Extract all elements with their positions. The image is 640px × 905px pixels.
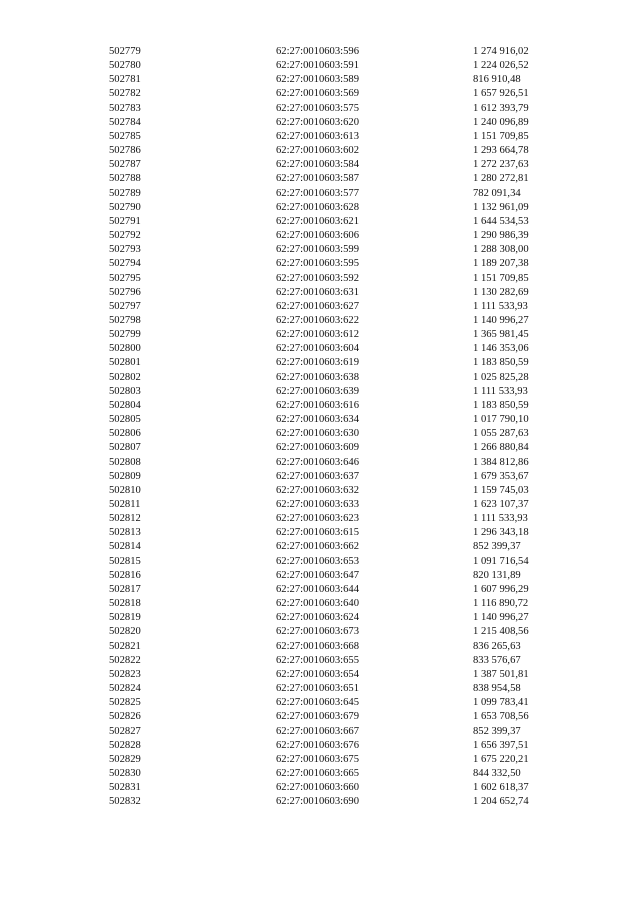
table-row <box>109 73 563 87</box>
cadastral-value-cell: 1 657 926,51 <box>473 88 529 100</box>
cadastral-number-cell: 62:27:0010603:575 <box>276 102 359 114</box>
table-row <box>109 781 563 795</box>
cadastral-number-cell: 62:27:0010603:632 <box>276 484 359 496</box>
cadastral-number-cell: 62:27:0010603:653 <box>276 555 359 567</box>
row-number-cell: 502787 <box>109 159 141 171</box>
table-row <box>109 696 563 710</box>
table-row <box>109 257 563 271</box>
table-row <box>109 470 563 484</box>
table-row <box>109 654 563 668</box>
cadastral-number-cell: 62:27:0010603:647 <box>276 569 359 581</box>
row-number-cell: 502815 <box>109 555 141 567</box>
table-row <box>109 314 563 328</box>
cadastral-value-cell: 1 130 282,69 <box>473 286 529 298</box>
cadastral-value-cell: 1 653 708,56 <box>473 711 529 723</box>
row-number-cell: 502831 <box>109 782 141 794</box>
table-row <box>109 725 563 739</box>
table-row <box>109 739 563 753</box>
row-number-cell: 502784 <box>109 116 141 128</box>
cadastral-value-cell: 1 151 709,85 <box>473 272 529 284</box>
row-number-cell: 502820 <box>109 626 141 638</box>
cadastral-value-cell: 1 280 272,81 <box>473 173 529 185</box>
row-number-cell: 502806 <box>109 428 141 440</box>
table-row <box>109 342 563 356</box>
cadastral-value-cell: 838 954,58 <box>473 683 521 695</box>
table-row <box>109 710 563 724</box>
table-row <box>109 201 563 215</box>
cadastral-number-cell: 62:27:0010603:668 <box>276 640 359 652</box>
row-number-cell: 502813 <box>109 527 141 539</box>
row-number-cell: 502810 <box>109 484 141 496</box>
cadastral-number-cell: 62:27:0010603:630 <box>276 428 359 440</box>
table-row <box>109 498 563 512</box>
cadastral-value-cell: 1 274 916,02 <box>473 46 529 57</box>
cadastral-number-cell: 62:27:0010603:602 <box>276 145 359 157</box>
cadastral-value-cell: 1 272 237,63 <box>473 159 529 171</box>
cadastral-value-cell: 1 612 393,79 <box>473 102 529 114</box>
cadastral-value-cell: 820 131,89 <box>473 569 521 581</box>
cadastral-number-cell: 62:27:0010603:627 <box>276 300 359 312</box>
row-number-cell: 502829 <box>109 753 141 765</box>
cadastral-number-cell: 62:27:0010603:606 <box>276 230 359 242</box>
cadastral-number-cell: 62:27:0010603:615 <box>276 527 359 539</box>
cadastral-value-cell: 1 183 850,59 <box>473 399 529 411</box>
row-number-cell: 502793 <box>109 244 141 256</box>
cadastral-number-cell: 62:27:0010603:596 <box>276 46 359 57</box>
row-number-cell: 502814 <box>109 541 141 553</box>
row-number-cell: 502809 <box>109 470 141 482</box>
table-row <box>109 215 563 229</box>
cadastral-value-cell: 844 332,50 <box>473 767 521 779</box>
table-row <box>109 753 563 767</box>
cadastral-number-cell: 62:27:0010603:638 <box>276 371 359 383</box>
row-number-cell: 502783 <box>109 102 141 114</box>
row-number-cell: 502800 <box>109 343 141 355</box>
table-row <box>109 45 563 59</box>
table-row <box>109 187 563 201</box>
table-row <box>109 625 563 639</box>
cadastral-number-cell: 62:27:0010603:675 <box>276 753 359 765</box>
row-number-cell: 502795 <box>109 272 141 284</box>
table-row <box>109 87 563 101</box>
cadastral-value-cell: 1 296 343,18 <box>473 527 529 539</box>
cadastral-value-cell: 1 384 812,86 <box>473 456 529 468</box>
row-number-cell: 502817 <box>109 583 141 595</box>
cadastral-number-cell: 62:27:0010603:679 <box>276 711 359 723</box>
row-number-cell: 502785 <box>109 130 141 142</box>
cadastral-number-cell: 62:27:0010603:673 <box>276 626 359 638</box>
cadastral-number-cell: 62:27:0010603:662 <box>276 541 359 553</box>
cadastral-number-cell: 62:27:0010603:634 <box>276 414 359 426</box>
cadastral-value-cell: 1 224 026,52 <box>473 60 529 72</box>
table-row <box>109 116 563 130</box>
table-row <box>109 555 563 569</box>
table-row <box>109 243 563 257</box>
row-number-cell: 502821 <box>109 640 141 652</box>
cadastral-value-cell: 1 387 501,81 <box>473 668 529 680</box>
table-row <box>109 611 563 625</box>
cadastral-value-cell: 1 623 107,37 <box>473 499 529 510</box>
cadastral-value-cell: 1 189 207,38 <box>473 258 529 270</box>
row-number-cell: 502822 <box>109 654 141 666</box>
cadastral-value-cell: 1 116 890,72 <box>473 598 529 610</box>
cadastral-value-cell: 1 146 353,06 <box>473 343 529 355</box>
cadastral-value-cell: 1 656 397,51 <box>473 739 529 751</box>
row-number-cell: 502830 <box>109 767 141 779</box>
row-number-cell: 502782 <box>109 88 141 100</box>
cadastral-number-cell: 62:27:0010603:577 <box>276 187 359 199</box>
row-number-cell: 502805 <box>109 414 141 426</box>
cadastral-value-cell: 1 204 652,74 <box>473 796 529 808</box>
cadastral-value-cell: 1 607 996,29 <box>473 583 529 595</box>
cadastral-number-cell: 62:27:0010603:591 <box>276 60 359 72</box>
row-number-cell: 502786 <box>109 145 141 157</box>
cadastral-value-cell: 1 025 825,28 <box>473 371 529 383</box>
cadastral-value-cell: 1 091 716,54 <box>473 555 529 567</box>
cadastral-value-cell: 1 151 709,85 <box>473 130 529 142</box>
cadastral-value-cell: 833 576,67 <box>473 654 521 666</box>
cadastral-number-cell: 62:27:0010603:599 <box>276 244 359 256</box>
table-row <box>109 371 563 385</box>
table-row <box>109 526 563 540</box>
cadastral-number-cell: 62:27:0010603:613 <box>276 130 359 142</box>
row-number-cell: 502796 <box>109 286 141 298</box>
cadastral-value-cell: 1 240 096,89 <box>473 116 529 128</box>
cadastral-value-cell: 1 293 664,78 <box>473 145 529 157</box>
cadastral-value-cell: 1 290 986,39 <box>473 230 529 242</box>
table-row <box>109 512 563 526</box>
table-body <box>109 45 563 809</box>
row-number-cell: 502791 <box>109 215 141 227</box>
table-row <box>109 767 563 781</box>
cadastral-value-cell: 1 679 353,67 <box>473 470 529 482</box>
cadastral-value-cell: 1 288 308,00 <box>473 244 529 256</box>
row-number-cell: 502803 <box>109 385 141 397</box>
row-number-cell: 502832 <box>109 796 141 808</box>
cadastral-value-cell: 782 091,34 <box>473 187 521 199</box>
row-number-cell: 502812 <box>109 513 141 525</box>
row-number-cell: 502827 <box>109 725 141 737</box>
table-row <box>109 682 563 696</box>
cadastral-value-cell: 1 111 533,93 <box>473 385 528 397</box>
row-number-cell: 502811 <box>109 499 141 510</box>
cadastral-number-cell: 62:27:0010603:622 <box>276 314 359 326</box>
cadastral-number-cell: 62:27:0010603:624 <box>276 612 359 624</box>
table-row <box>109 441 563 455</box>
cadastral-number-cell: 62:27:0010603:654 <box>276 668 359 680</box>
table-row <box>109 413 563 427</box>
row-number-cell: 502818 <box>109 598 141 610</box>
table-row <box>109 328 563 342</box>
row-number-cell: 502823 <box>109 668 141 680</box>
table-row <box>109 158 563 172</box>
cadastral-value-cell: 1 132 961,09 <box>473 201 529 213</box>
cadastral-value-cell: 1 675 220,21 <box>473 753 529 765</box>
table-row <box>109 456 563 470</box>
table-row <box>109 229 563 243</box>
cadastral-number-cell: 62:27:0010603:631 <box>276 286 359 298</box>
row-number-cell: 502802 <box>109 371 141 383</box>
row-number-cell: 502779 <box>109 46 141 57</box>
cadastral-value-cell: 1 644 534,53 <box>473 215 529 227</box>
cadastral-number-cell: 62:27:0010603:667 <box>276 725 359 737</box>
cadastral-number-cell: 62:27:0010603:621 <box>276 215 359 227</box>
row-number-cell: 502804 <box>109 399 141 411</box>
cadastral-value-cell: 1 099 783,41 <box>473 697 529 709</box>
cadastral-number-cell: 62:27:0010603:616 <box>276 399 359 411</box>
table-row <box>109 597 563 611</box>
table-row <box>109 300 563 314</box>
cadastral-number-cell: 62:27:0010603:690 <box>276 796 359 808</box>
cadastral-value-cell: 816 910,48 <box>473 74 521 86</box>
cadastral-number-cell: 62:27:0010603:587 <box>276 173 359 185</box>
cadastral-value-cell: 1 055 287,63 <box>473 428 529 440</box>
cadastral-number-cell: 62:27:0010603:595 <box>276 258 359 270</box>
cadastral-value-cell: 1 140 996,27 <box>473 612 529 624</box>
cadastral-number-cell: 62:27:0010603:660 <box>276 782 359 794</box>
row-number-cell: 502794 <box>109 258 141 270</box>
table-row <box>109 795 563 809</box>
cadastral-value-cell: 836 265,63 <box>473 640 521 652</box>
table-row <box>109 102 563 116</box>
cadastral-value-cell: 1 159 745,03 <box>473 484 529 496</box>
cadastral-value-cell: 1 365 981,45 <box>473 329 529 341</box>
table-row <box>109 172 563 186</box>
cadastral-number-cell: 62:27:0010603:612 <box>276 329 359 341</box>
cadastral-number-cell: 62:27:0010603:619 <box>276 357 359 369</box>
table-row <box>109 385 563 399</box>
row-number-cell: 502798 <box>109 314 141 326</box>
row-number-cell: 502816 <box>109 569 141 581</box>
cadastral-number-cell: 62:27:0010603:604 <box>276 343 359 355</box>
table-row <box>109 59 563 73</box>
table-row <box>109 130 563 144</box>
cadastral-value-cell: 852 399,37 <box>473 541 521 553</box>
cadastral-number-cell: 62:27:0010603:651 <box>276 683 359 695</box>
row-number-cell: 502807 <box>109 442 141 454</box>
cadastral-value-cell: 1 183 850,59 <box>473 357 529 369</box>
table-row <box>109 286 563 300</box>
table-row <box>109 640 563 654</box>
table-row <box>109 272 563 286</box>
cadastral-number-cell: 62:27:0010603:589 <box>276 74 359 86</box>
cadastral-value-cell: 1 602 618,37 <box>473 782 529 794</box>
row-number-cell: 502828 <box>109 739 141 751</box>
table-row <box>109 427 563 441</box>
row-number-cell: 502792 <box>109 230 141 242</box>
cadastral-number-cell: 62:27:0010603:637 <box>276 470 359 482</box>
row-number-cell: 502790 <box>109 201 141 213</box>
cadastral-value-cell: 1 111 533,93 <box>473 513 528 525</box>
cadastral-value-cell: 1 017 790,10 <box>473 414 529 426</box>
cadastral-number-cell: 62:27:0010603:644 <box>276 583 359 595</box>
cadastral-number-cell: 62:27:0010603:609 <box>276 442 359 454</box>
row-number-cell: 502789 <box>109 187 141 199</box>
table-row <box>109 540 563 554</box>
cadastral-value-cell: 1 140 996,27 <box>473 314 529 326</box>
row-number-cell: 502819 <box>109 612 141 624</box>
row-number-cell: 502824 <box>109 683 141 695</box>
cadastral-value-cell: 1 215 408,56 <box>473 626 529 638</box>
row-number-cell: 502801 <box>109 357 141 369</box>
row-number-cell: 502788 <box>109 173 141 185</box>
cadastral-number-cell: 62:27:0010603:646 <box>276 456 359 468</box>
cadastral-number-cell: 62:27:0010603:569 <box>276 88 359 100</box>
cadastral-number-cell: 62:27:0010603:676 <box>276 739 359 751</box>
table-row <box>109 144 563 158</box>
cadastral-number-cell: 62:27:0010603:665 <box>276 767 359 779</box>
cadastral-number-cell: 62:27:0010603:592 <box>276 272 359 284</box>
cadastral-number-cell: 62:27:0010603:645 <box>276 697 359 709</box>
row-number-cell: 502797 <box>109 300 141 312</box>
cadastral-number-cell: 62:27:0010603:655 <box>276 654 359 666</box>
cadastral-number-cell: 62:27:0010603:623 <box>276 513 359 525</box>
table-row <box>109 484 563 498</box>
cadastral-number-cell: 62:27:0010603:584 <box>276 159 359 171</box>
table-row <box>109 668 563 682</box>
row-number-cell: 502808 <box>109 456 141 468</box>
cadastral-number-cell: 62:27:0010603:628 <box>276 201 359 213</box>
cadastral-number-cell: 62:27:0010603:640 <box>276 598 359 610</box>
cadastral-value-cell: 1 111 533,93 <box>473 300 528 312</box>
row-number-cell: 502799 <box>109 329 141 341</box>
cadastral-value-cell: 1 266 880,84 <box>473 442 529 454</box>
table-row <box>109 356 563 370</box>
cadastral-value-table <box>109 45 563 809</box>
row-number-cell: 502780 <box>109 60 141 72</box>
table-row <box>109 399 563 413</box>
row-number-cell: 502781 <box>109 74 141 86</box>
row-number-cell: 502826 <box>109 711 141 723</box>
cadastral-value-cell: 852 399,37 <box>473 725 521 737</box>
row-number-cell: 502825 <box>109 697 141 709</box>
cadastral-number-cell: 62:27:0010603:620 <box>276 116 359 128</box>
table-row <box>109 569 563 583</box>
table-row <box>109 583 563 597</box>
cadastral-number-cell: 62:27:0010603:633 <box>276 499 359 510</box>
cadastral-number-cell: 62:27:0010603:639 <box>276 385 359 397</box>
